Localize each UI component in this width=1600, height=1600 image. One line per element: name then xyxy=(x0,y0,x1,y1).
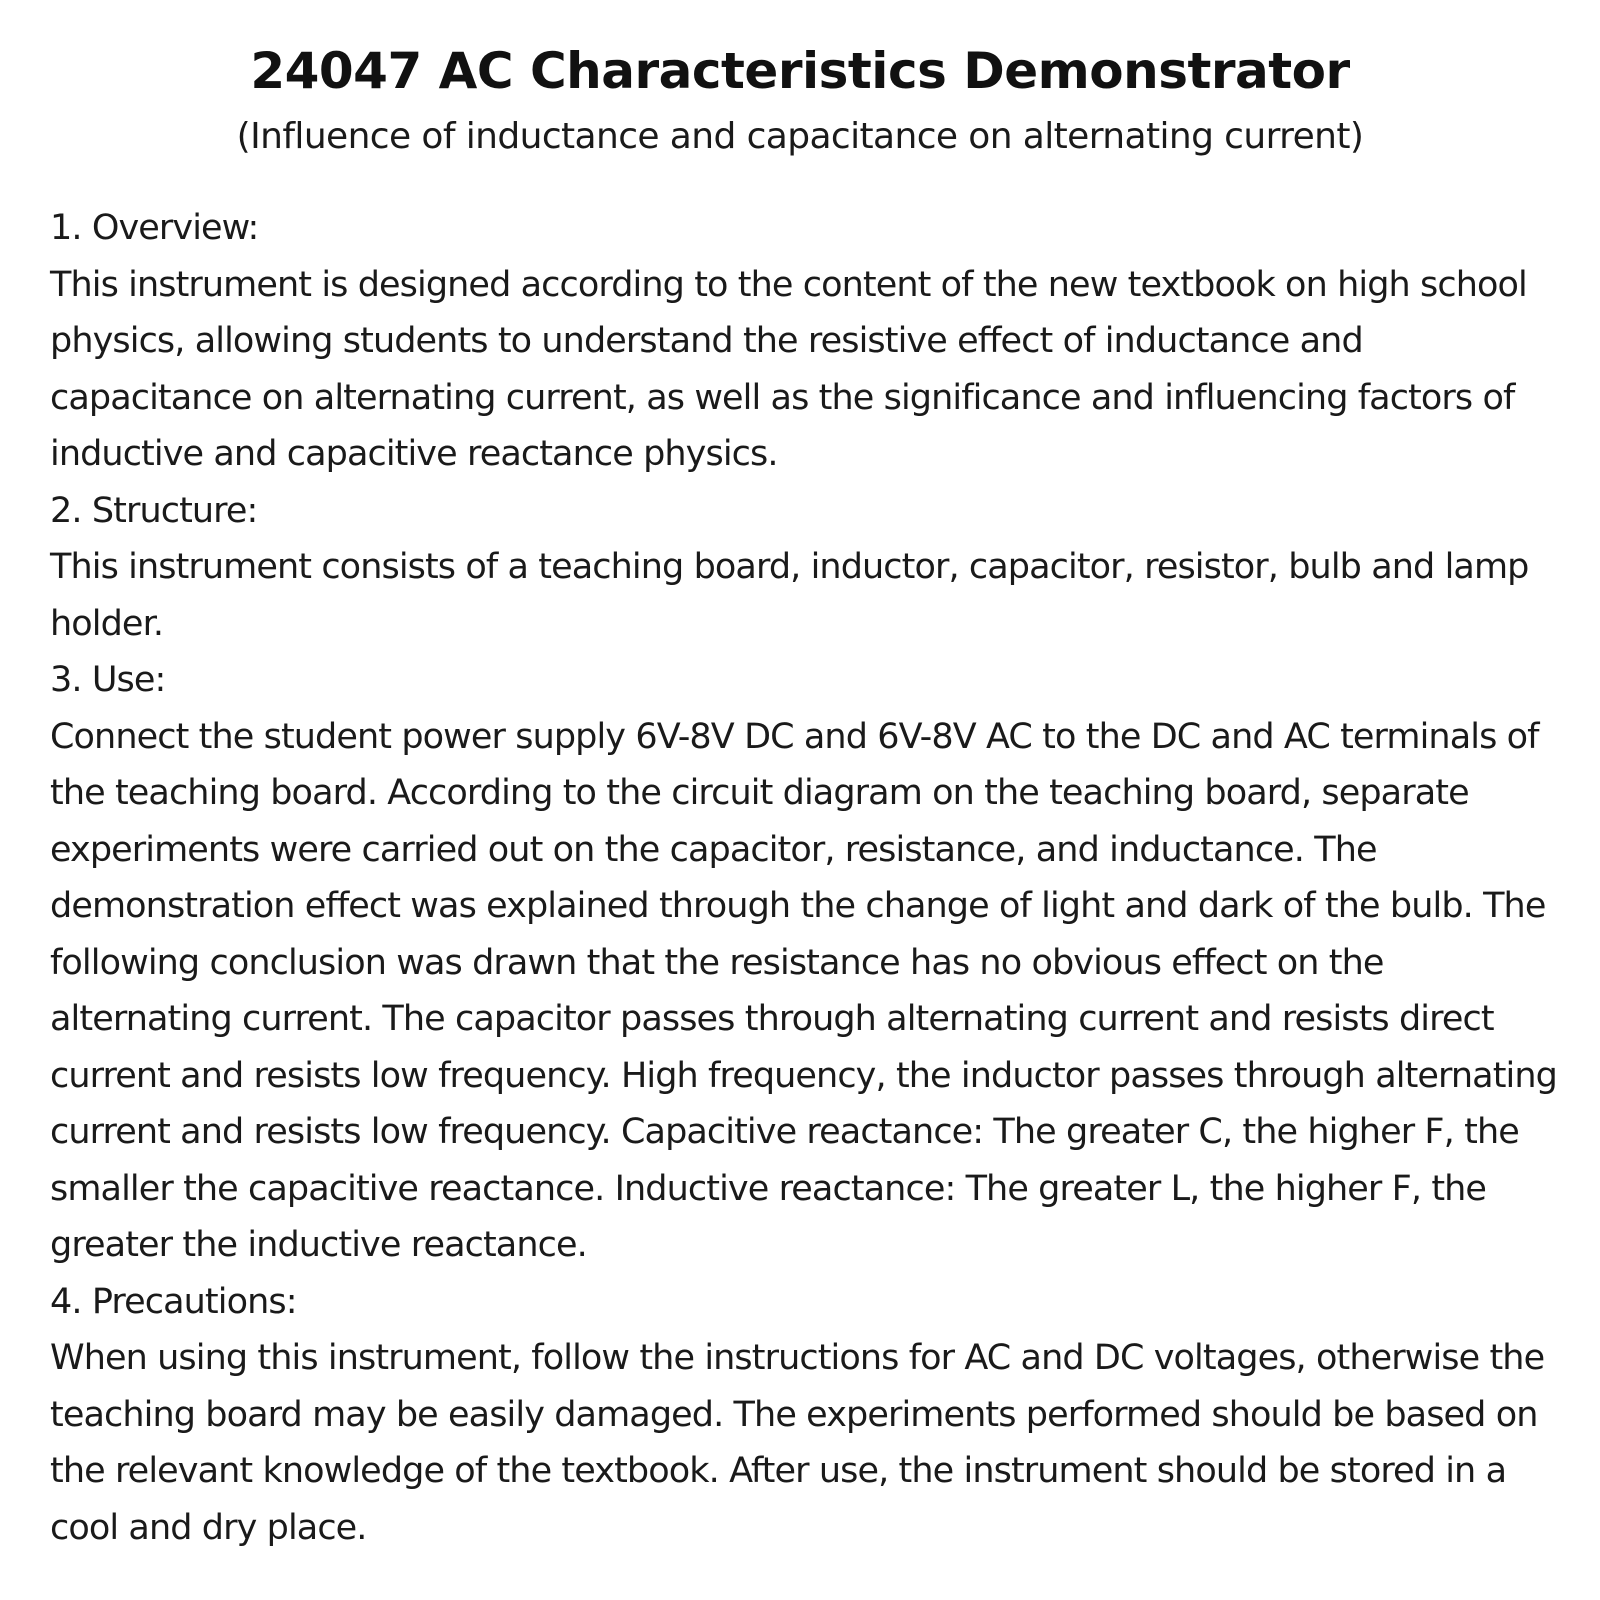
document-body xyxy=(50,200,1570,1556)
section-paragraph: When using this instrument, follow the instructions for AC and DC voltages, otherwise the teaching board may be easily damaged. The experiments performed should be based on the relevant knowledge of the textbook. After use, the instrument should be stored in a cool and dry place. xyxy=(50,1338,1545,1548)
section-precautions xyxy=(50,1274,1570,1557)
section-use xyxy=(50,652,1570,1274)
section-paragraph: This instrument is designed according to the content of the new textbook on high school physics, allowing students to understand the resistive effect of inductance and capacitance on alternating current, as well as the significance and influencing factors of inductive and capacitive reactance physics. xyxy=(50,264,1527,474)
section-heading: 4. Precautions: xyxy=(50,1281,297,1322)
section-heading: 2. Structure: xyxy=(50,490,258,531)
page-title: 24047 AC Characteristics Demonstrator xyxy=(250,42,1350,100)
section-structure xyxy=(50,483,1570,653)
section-paragraph: Connect the student power supply 6V-8V DC and 6V-8V AC to the DC and AC terminals of the teaching board. According to the circuit diagram on the teaching board, separate experiments were carried out on the capacitor, resistance, and inductance. The demonstration effect was explained through the change of light and dark of the bulb. The following conclusion was drawn that the resistance has no obvious effect on the alternating current. The capacitor passes through alternating current and resists direct current and resists low frequency. High frequency, the inductor passes through alternating current and resists low frequency. Capacitive reactance: The greater C, the higher F, the smaller the capacitive reactance. Inductive reactance: The greater L, the higher F, the greater the inductive reactance. xyxy=(50,716,1557,1265)
section-heading: 3. Use: xyxy=(50,660,166,700)
section-paragraph: This instrument consists of a teaching board, inductor, capacitor, resistor, bulb and lamp holder. xyxy=(50,547,1529,644)
page-subtitle: (Influence of inductance and capacitance on alternating current) xyxy=(236,116,1364,157)
section-overview xyxy=(50,200,1570,483)
section-heading: 1. Overview: xyxy=(50,208,259,248)
